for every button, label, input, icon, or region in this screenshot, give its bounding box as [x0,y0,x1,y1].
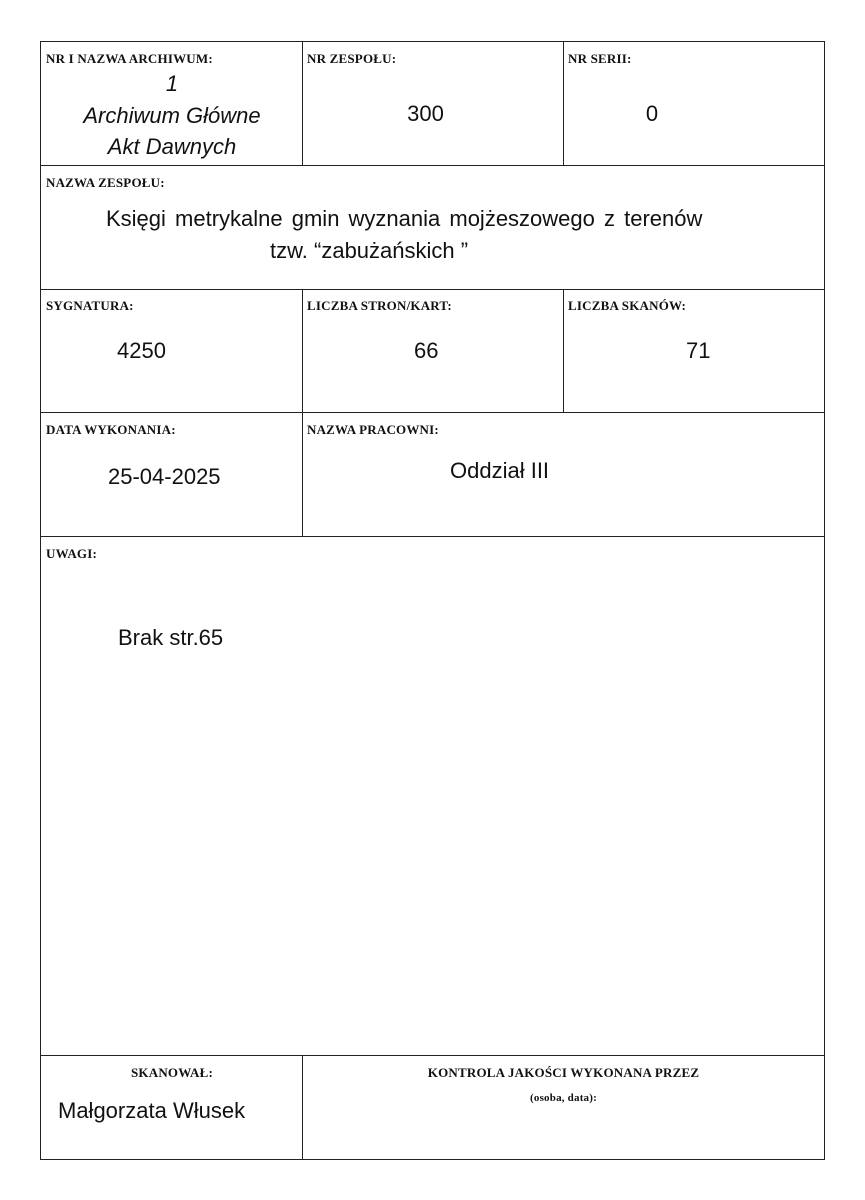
scanned-by-value: Małgorzata Włusek [58,1098,246,1123]
row-divider-2 [40,289,825,290]
series-number-label: NR SERII: [568,51,632,66]
date-label: DATA WYKONANIA: [46,422,176,437]
col-divider-r4 [302,412,303,536]
scanned-by-label: SKANOWAŁ: [131,1065,213,1080]
date-value: 25-04-2025 [108,464,221,489]
quality-sublabel: (osoba, data): [530,1092,597,1104]
scans-value: 71 [686,338,711,363]
fonds-number-label: NR ZESPOŁU: [307,51,397,66]
archive-name-line2: Akt Dawnych [107,134,237,159]
row-divider-1 [40,165,825,166]
notes-value: Brak str.65 [118,625,224,650]
col-divider-r3-b [563,289,564,412]
archive-number: 1 [165,71,179,96]
fonds-name-label: NAZWA ZESPOŁU: [46,175,165,190]
col-divider-r3-a [302,289,303,412]
archive-name-line1: Archiwum Główne [83,103,261,128]
fonds-name-line2: tzw. “zabużańskich ” [270,238,469,263]
row-divider-5 [40,1055,825,1056]
scans-label: LICZBA SKANÓW: [568,298,687,313]
fonds-number-value: 300 [407,101,444,126]
series-number-value: 0 [645,101,659,126]
signature-value: 4250 [117,338,166,363]
workshop-value: Oddział III [450,458,550,483]
workshop-label: NAZWA PRACOWNI: [307,422,439,437]
fonds-name-line1: Księgi metrykalne gmin wyznania mojżeszowego z terenów [106,206,703,231]
notes-label: UWAGI: [46,546,98,561]
row-divider-4 [40,536,825,537]
signature-label: SYGNATURA: [46,298,134,313]
row-divider-3 [40,412,825,413]
quality-label: KONTROLA JAKOŚCI WYKONANA PRZEZ [427,1065,700,1080]
pages-value: 66 [414,338,439,363]
pages-label: LICZBA STRON/KART: [307,298,452,313]
archive-label: NR I NAZWA ARCHIWUM: [46,51,213,66]
